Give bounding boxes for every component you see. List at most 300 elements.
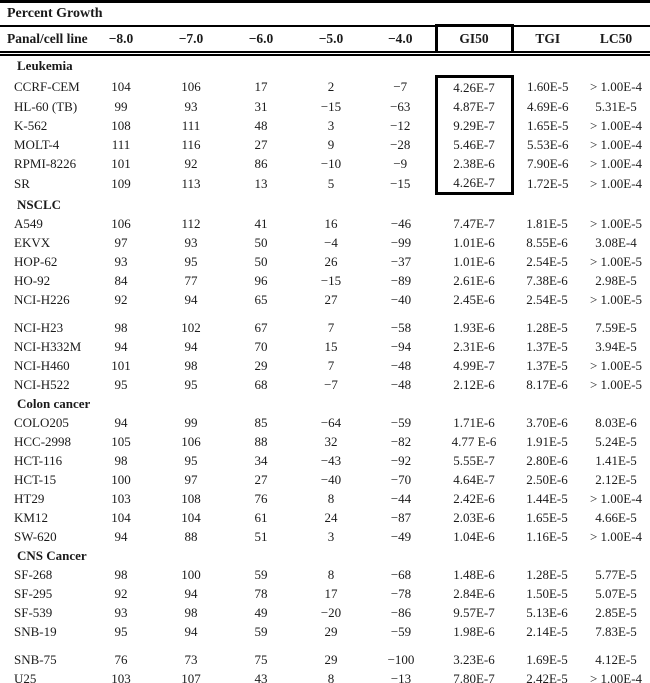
cell-value: 98 — [114, 453, 128, 468]
cell-value: 59 — [254, 624, 268, 639]
column-header-6-0: −6.0 — [226, 26, 296, 54]
cell-value: 13 — [254, 175, 268, 191]
cell-value: 27 — [324, 292, 338, 307]
cell-value: 94 — [114, 339, 128, 354]
row-a549 — [0, 214, 650, 233]
cell-line-name: COLO205 — [14, 415, 69, 430]
cell-value: 2.50E-6 — [526, 472, 568, 487]
cell-line-name: NCI-H332M — [14, 339, 82, 354]
cell-value: −100 — [387, 652, 415, 667]
cell-value: 92 — [184, 156, 198, 171]
cell-value: 94 — [184, 586, 198, 601]
cell-value: 2.12E-6 — [453, 377, 495, 392]
column-header-tgi: TGI — [512, 26, 582, 54]
cell-value: 98 — [114, 320, 128, 335]
cell-line-name: SF-295 — [14, 586, 53, 601]
cell-value: 78 — [254, 586, 268, 601]
cell-line-name: CCRF-CEM — [14, 79, 80, 95]
cell-value: 94 — [114, 529, 128, 544]
cell-value: 17 — [324, 586, 338, 601]
cell-value: −40 — [320, 472, 342, 487]
cell-value: 1.01E-6 — [453, 254, 495, 269]
cell-value: −87 — [390, 510, 412, 525]
cell-value: 106 — [181, 434, 201, 449]
cell-value: 5 — [327, 175, 335, 191]
section-label: CNS Cancer — [17, 548, 87, 563]
cell-value: 100 — [181, 567, 201, 582]
cell-value: 31 — [254, 99, 268, 114]
cell-value: 9.57E-7 — [453, 605, 495, 620]
cell-value: 97 — [114, 235, 128, 250]
row-nci-h332m — [0, 337, 650, 356]
cell-value: 70 — [254, 339, 268, 354]
cell-line-name: EKVX — [14, 235, 51, 250]
cell-value: 3.23E-6 — [453, 652, 495, 667]
cell-value: −59 — [390, 415, 412, 430]
row-hct-116 — [0, 451, 650, 470]
cell-value: 4.64E-7 — [453, 472, 495, 487]
cell-value: 98 — [114, 567, 128, 582]
cell-value: 2 — [327, 79, 335, 95]
cell-value: 4.66E-5 — [595, 510, 637, 525]
cell-value: −82 — [390, 434, 412, 449]
cell-line-name: NCI-H23 — [14, 320, 64, 335]
section-row-cns-cancer — [0, 546, 650, 565]
section-row-colon-cancer — [0, 394, 650, 413]
cell-value: 113 — [181, 175, 201, 191]
cell-value: 95 — [184, 453, 198, 468]
cell-value: 7 — [327, 320, 335, 335]
cell-value: 43 — [226, 669, 296, 683]
cell-value: 1.50E-5 — [526, 586, 568, 601]
cell-value: 2.54E-5 — [526, 254, 568, 269]
cell-value: 67 — [254, 320, 268, 335]
cell-value: −48 — [390, 358, 412, 373]
cell-value: 108 — [181, 491, 201, 506]
row-sw-620 — [0, 527, 650, 546]
cell-value: −68 — [390, 567, 412, 582]
cell-value: −15 — [320, 273, 342, 288]
cell-value: 101 — [111, 156, 131, 171]
spacer-row — [0, 309, 650, 318]
column-header-row — [0, 26, 650, 54]
cell-line-name: MOLT-4 — [14, 137, 60, 152]
row-ht29 — [0, 489, 650, 508]
row-u25 — [0, 669, 650, 683]
cell-value: 94 — [184, 339, 198, 354]
column-header-7-0: −7.0 — [156, 26, 226, 54]
cell-line-name: NCI-H460 — [14, 358, 70, 373]
column-header-4-0: −4.0 — [366, 26, 436, 54]
cell-value: 95 — [114, 377, 128, 392]
section-row-leukemia — [0, 54, 650, 77]
cell-value: −37 — [390, 254, 412, 269]
section-row-nsclc — [0, 194, 650, 215]
cell-value: 86 — [254, 156, 268, 171]
cell-value: 1.16E-5 — [526, 529, 568, 544]
cell-value: 1.44E-5 — [526, 491, 568, 506]
cell-value: 29 — [254, 358, 268, 373]
cell-line-name: NCI-H226 — [14, 292, 70, 307]
cell-value: 1.65E-5 — [526, 510, 568, 525]
column-header-8-0: −8.0 — [86, 26, 156, 54]
cell-value: 1.91E-5 — [526, 434, 568, 449]
cell-value: −59 — [390, 624, 412, 639]
cell-value: 1.28E-5 — [526, 567, 568, 582]
cell-line-name: KM12 — [14, 510, 48, 525]
cell-value: 103 — [111, 491, 131, 506]
cell-value: 111 — [181, 118, 201, 133]
cell-value: −28 — [390, 137, 411, 152]
cell-value: > 1.00E-4 — [589, 491, 643, 506]
cell-value: −64 — [320, 415, 342, 430]
cell-value: 3.08E-4 — [595, 235, 637, 250]
cell-value: 3 — [327, 118, 335, 133]
cell-value: 93 — [114, 605, 128, 620]
cell-value: 7.59E-5 — [595, 320, 637, 335]
row-sr — [0, 173, 650, 194]
gi50-header-boxed: GI50 — [436, 26, 512, 54]
cell-value: −48 — [390, 377, 412, 392]
cell-value: 88 — [184, 529, 198, 544]
cell-value: 5.07E-5 — [595, 586, 637, 601]
cell-value: > 1.00E-4 — [589, 137, 643, 152]
cell-value: −15 — [390, 175, 411, 191]
cell-line-name: HOP-62 — [14, 254, 58, 269]
cell-value: −40 — [390, 292, 412, 307]
cell-value: 1.48E-6 — [453, 567, 495, 582]
cell-line-name: A549 — [14, 216, 43, 231]
cell-line-name: HCC-2998 — [14, 434, 72, 449]
gi50-boxed-value: 2.38E-6 — [436, 154, 512, 173]
cell-value: −13 — [366, 669, 436, 683]
cell-value: 93 — [184, 99, 198, 114]
cell-value: 59 — [254, 567, 268, 582]
cell-value: 92 — [114, 292, 128, 307]
row-sf-295 — [0, 584, 650, 603]
row-nci-h23 — [0, 318, 650, 337]
cell-value: 1.41E-5 — [595, 453, 637, 468]
cell-value: 2.45E-6 — [453, 292, 495, 307]
cell-value: > 1.00E-5 — [589, 216, 643, 231]
cell-value: 94 — [114, 415, 128, 430]
cell-value: 76 — [114, 652, 128, 667]
cell-value: 107 — [156, 669, 226, 683]
cell-value: 41 — [254, 216, 268, 231]
cell-value: 95 — [184, 377, 198, 392]
cell-value: 27 — [254, 137, 268, 152]
column-header-5-0: −5.0 — [296, 26, 366, 54]
cell-value: 111 — [111, 137, 131, 152]
cell-value: 3.94E-5 — [595, 339, 637, 354]
cell-value: 51 — [254, 529, 268, 544]
cell-value: 1.71E-6 — [453, 415, 495, 430]
cell-value: 5.24E-5 — [595, 434, 637, 449]
cell-line-name: HO-92 — [14, 273, 51, 288]
gi50-boxed-value: 4.26E-7 — [436, 77, 512, 98]
cell-value: 5.53E-6 — [526, 137, 569, 152]
cell-value: 109 — [111, 175, 131, 191]
cell-value: 5.13E-6 — [526, 605, 568, 620]
cell-value: 16 — [324, 216, 338, 231]
row-hl-60-tb — [0, 97, 650, 116]
cell-value: 7.90E-6 — [526, 156, 569, 171]
cell-value: 108 — [111, 118, 131, 133]
cell-value: 93 — [114, 254, 128, 269]
cell-value: 98 — [184, 605, 198, 620]
cell-value: 1.65E-5 — [526, 118, 569, 133]
cell-value: 106 — [181, 79, 201, 95]
cell-value: −99 — [390, 235, 412, 250]
cell-value: 5.55E-7 — [453, 453, 495, 468]
cell-value: > 1.00E-4 — [589, 529, 643, 544]
cell-value: −44 — [390, 491, 412, 506]
cell-value: 29 — [324, 624, 338, 639]
cell-value: 7.83E-5 — [595, 624, 637, 639]
cell-value: 104 — [111, 510, 131, 525]
cell-value: 5.31E-5 — [595, 99, 637, 114]
cell-line-name: K-562 — [14, 118, 48, 133]
section-label: Colon cancer — [17, 396, 91, 411]
cell-value: 26 — [324, 254, 338, 269]
cell-value: 93 — [184, 235, 198, 250]
cell-value: −89 — [390, 273, 412, 288]
cell-value: 1.37E-5 — [526, 339, 568, 354]
cell-value: > 1.00E-4 — [582, 669, 650, 683]
cell-value: 98 — [184, 358, 198, 373]
cell-value: 1.37E-5 — [526, 358, 568, 373]
cell-value: −78 — [390, 586, 412, 601]
cell-value: −92 — [390, 453, 412, 468]
row-sf-268 — [0, 565, 650, 584]
cell-value: 1.93E-6 — [453, 320, 495, 335]
cell-value: 2.98E-5 — [595, 273, 637, 288]
cell-value: −15 — [320, 99, 342, 114]
cell-value: 85 — [254, 415, 268, 430]
cell-value: 77 — [184, 273, 198, 288]
cell-line-name: HL-60 (TB) — [14, 99, 78, 114]
cell-value: −63 — [390, 99, 411, 114]
cell-value: −7 — [324, 377, 338, 392]
cell-value: 49 — [254, 605, 268, 620]
row-nci-h460 — [0, 356, 650, 375]
cell-line-name: SF-268 — [14, 567, 53, 582]
row-colo205 — [0, 413, 650, 432]
row-rpmi-8226 — [0, 154, 650, 173]
spacer-row — [0, 641, 650, 650]
cell-value: 94 — [184, 624, 198, 639]
cell-value: 94 — [184, 292, 198, 307]
cell-value: 96 — [254, 273, 268, 288]
cell-value: 95 — [184, 254, 198, 269]
row-ekvx — [0, 233, 650, 252]
cell-value: −4 — [324, 235, 338, 250]
cell-value: 7.80E-7 — [436, 669, 512, 683]
cell-line-name: SR — [14, 175, 30, 191]
cell-value: 1.01E-6 — [453, 235, 495, 250]
row-k-562 — [0, 116, 650, 135]
cell-value: 2.54E-5 — [526, 292, 568, 307]
cell-value: 8 — [296, 669, 366, 683]
gi50-boxed-value: 4.26E-7 — [436, 173, 512, 194]
table-head — [0, 2, 650, 54]
cell-value: −7 — [393, 79, 408, 95]
cell-value: 8.17E-6 — [526, 377, 568, 392]
cell-value: 4.12E-5 — [595, 652, 637, 667]
cell-value: 99 — [184, 415, 198, 430]
cell-value: 88 — [254, 434, 268, 449]
cell-value: 106 — [111, 216, 131, 231]
cell-value: 61 — [254, 510, 268, 525]
cell-line-name: RPMI-8226 — [14, 156, 77, 171]
cell-value: −49 — [390, 529, 412, 544]
cell-value: 32 — [324, 434, 338, 449]
cell-value: 29 — [324, 652, 338, 667]
cell-value: 116 — [181, 137, 201, 152]
row-molt-4 — [0, 135, 650, 154]
section-label: NSCLC — [17, 197, 62, 212]
cell-value: 84 — [114, 273, 128, 288]
cell-value: −20 — [320, 605, 342, 620]
row-ho-92 — [0, 271, 650, 290]
cell-value: 112 — [181, 216, 201, 231]
cell-value: 9 — [327, 137, 335, 152]
cell-value: −43 — [320, 453, 342, 468]
table-title: Percent Growth — [0, 2, 650, 26]
cell-value: 7.47E-7 — [453, 216, 495, 231]
cell-line-name: SNB-19 — [14, 624, 57, 639]
row-sf-539 — [0, 603, 650, 622]
cell-value: 7.38E-6 — [526, 273, 568, 288]
cell-value: 95 — [114, 624, 128, 639]
cell-value: −10 — [320, 156, 342, 171]
cell-value: > 1.00E-5 — [589, 254, 643, 269]
cell-value: > 1.00E-4 — [589, 118, 643, 133]
cell-line-name: NCI-H522 — [14, 377, 70, 392]
cell-value: 2.03E-6 — [453, 510, 495, 525]
cell-value: 50 — [254, 235, 268, 250]
cell-value: 50 — [254, 254, 268, 269]
cell-value: 1.60E-5 — [526, 79, 569, 95]
gi50-boxed-value: 5.46E-7 — [436, 135, 512, 154]
cell-value: 2.80E-6 — [526, 453, 568, 468]
section-label: Leukemia — [17, 58, 73, 73]
cell-value: 8 — [327, 567, 335, 582]
column-header-panal-cell-line: Panal/cell line — [0, 26, 86, 54]
cell-value: −12 — [390, 118, 411, 133]
cell-value: 105 — [111, 434, 131, 449]
cell-value: 2.61E-6 — [453, 273, 495, 288]
cell-value: 34 — [254, 453, 268, 468]
cell-value: 15 — [324, 339, 338, 354]
row-hop-62 — [0, 252, 650, 271]
cell-value: 2.42E-6 — [453, 491, 495, 506]
cell-value: 100 — [111, 472, 131, 487]
cell-value: 1.28E-5 — [526, 320, 568, 335]
cell-line-name: HCT-116 — [14, 453, 63, 468]
cell-value: 73 — [184, 652, 198, 667]
spacer-cell — [0, 309, 650, 318]
row-snb-19 — [0, 622, 650, 641]
row-snb-75 — [0, 650, 650, 669]
cell-value: 2.12E-5 — [595, 472, 637, 487]
cell-value: 1.69E-5 — [526, 652, 568, 667]
cell-value: 24 — [324, 510, 338, 525]
cell-value: 4.77 E-6 — [451, 434, 497, 449]
table-title-row — [0, 2, 650, 26]
cell-value: 2.84E-6 — [453, 586, 495, 601]
table-body — [0, 54, 650, 683]
row-hct-15 — [0, 470, 650, 489]
cell-value: > 1.00E-4 — [589, 156, 643, 171]
cell-value: 104 — [111, 79, 131, 95]
cell-value: 4.69E-6 — [526, 99, 569, 114]
row-hcc-2998 — [0, 432, 650, 451]
cell-value: > 1.00E-4 — [589, 79, 643, 95]
cell-value: 4.99E-7 — [453, 358, 495, 373]
cell-value: 8 — [327, 491, 335, 506]
cell-value: −9 — [393, 156, 408, 171]
cell-value: 2.85E-5 — [595, 605, 637, 620]
gi50-boxed-value: 9.29E-7 — [436, 116, 512, 135]
column-header-lc50: LC50 — [582, 26, 650, 54]
cell-value: 1.72E-5 — [526, 175, 569, 191]
cell-value: 3 — [327, 529, 335, 544]
cell-value: −94 — [390, 339, 412, 354]
cell-value: > 1.00E-5 — [589, 358, 643, 373]
cell-value: 3.70E-6 — [526, 415, 568, 430]
cell-value: 2.31E-6 — [453, 339, 495, 354]
cell-value: 103 — [86, 669, 156, 683]
cell-value: 92 — [114, 586, 128, 601]
cell-value: 76 — [254, 491, 268, 506]
cell-value: 7 — [327, 358, 335, 373]
cell-value: > 1.00E-5 — [589, 292, 643, 307]
cell-line-name: SF-539 — [14, 605, 53, 620]
row-ccrf-cem — [0, 77, 650, 98]
cell-line-name: HT29 — [14, 491, 45, 506]
cell-value: 1.98E-6 — [453, 624, 495, 639]
row-km12 — [0, 508, 650, 527]
cell-value: 101 — [111, 358, 131, 373]
cell-value: 2.14E-5 — [526, 624, 568, 639]
cell-value: 48 — [254, 118, 268, 133]
gi50-boxed-value: 4.87E-7 — [436, 97, 512, 116]
cell-value: > 1.00E-5 — [589, 377, 643, 392]
cell-value: 8.03E-6 — [595, 415, 637, 430]
cell-value: −86 — [390, 605, 412, 620]
cell-value: −46 — [390, 216, 412, 231]
cell-value: 5.77E-5 — [595, 567, 637, 582]
cell-value: 97 — [184, 472, 198, 487]
cell-value: 2.42E-5 — [512, 669, 582, 683]
cell-line-name: HCT-15 — [14, 472, 57, 487]
row-nci-h522 — [0, 375, 650, 394]
cell-value: 102 — [181, 320, 201, 335]
cell-line-name: U25 — [0, 669, 86, 683]
cell-value: 1.04E-6 — [453, 529, 495, 544]
cell-value: 1.81E-5 — [526, 216, 568, 231]
cell-line-name: SNB-75 — [14, 652, 57, 667]
cell-value: −70 — [390, 472, 412, 487]
cell-value: 68 — [254, 377, 268, 392]
cell-value: 8.55E-6 — [526, 235, 568, 250]
cell-value: 75 — [254, 652, 268, 667]
cell-value: 104 — [181, 510, 201, 525]
cell-value: 17 — [254, 79, 268, 95]
cell-value: 65 — [254, 292, 268, 307]
spacer-cell — [0, 641, 650, 650]
